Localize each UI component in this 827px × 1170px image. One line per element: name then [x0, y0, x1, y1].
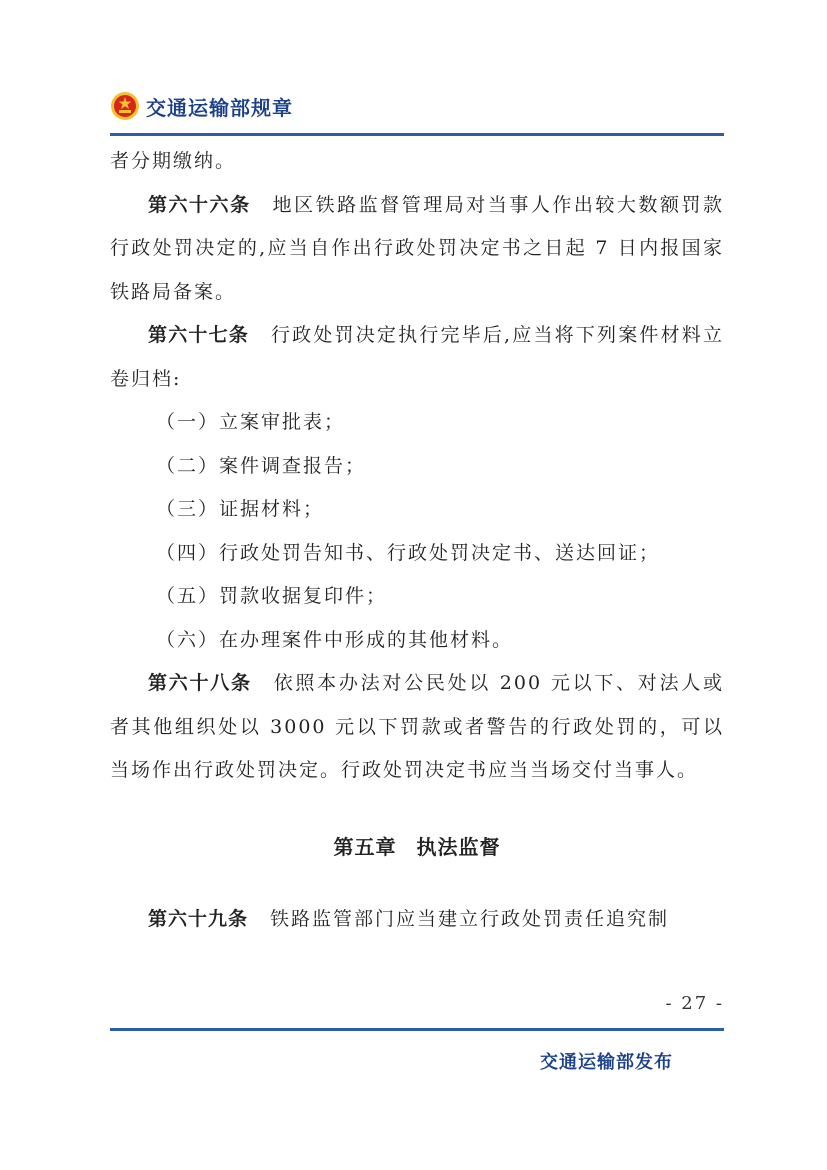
page-header — [110, 88, 293, 124]
list-item: （一）立案审批表； — [156, 411, 346, 433]
header-divider — [110, 133, 724, 136]
list-item: （三）证据材料； — [156, 498, 325, 520]
article-text: 依照本办法对公民处以 200 元以下、对法人或者其他组织处以 3000 元以下罚款或者警告的行政处罚的，可以当场作出行政处罚决定。行政处罚决定书应当当场交付当事人。 — [110, 672, 724, 781]
article-heading: 第六十七条 — [148, 324, 249, 346]
paragraph-continuation: 者分期缴纳。 — [110, 150, 237, 172]
list-item: （六）在办理案件中形成的其他材料。 — [156, 628, 514, 651]
list-item: （二）案件调查报告； — [156, 454, 367, 477]
article-heading: 第六十八条 — [148, 672, 252, 694]
chapter-title: 执法监督 — [416, 834, 501, 859]
national-emblem-icon — [110, 91, 140, 121]
chapter-number: 第五章 — [333, 834, 397, 859]
article-69 — [110, 898, 724, 942]
list-item: （五）罚款收据复印件； — [156, 585, 388, 607]
article-68 — [110, 662, 724, 793]
article-heading: 第六十九条 — [148, 907, 249, 930]
header-title: 交通运输部规章 — [146, 95, 293, 120]
article-66 — [110, 184, 724, 315]
article-text: 行政处罚决定执行完毕后,应当将下列案件材料立卷归档: — [110, 324, 724, 390]
article-text: 铁路监管部门应当建立行政处罚责任追究制 — [270, 907, 670, 930]
article-text: 地区铁路监督管理局对当事人作出较大数额罚款行政处罚决定的,应当自作出行政处罚决定书之日起 7 日内报国家铁路局备案。 — [110, 193, 724, 303]
article-heading: 第六十六条 — [148, 193, 251, 216]
list-item: （四）行政处罚告知书、行政处罚决定书、送达回证； — [156, 541, 661, 564]
document-body — [110, 140, 724, 941]
footer-publisher: 交通运输部发布 — [540, 1052, 673, 1073]
footer-divider — [110, 1028, 724, 1031]
chapter-heading — [110, 831, 724, 860]
page-number: - 27 - — [665, 993, 724, 1014]
article-67 — [110, 314, 724, 401]
